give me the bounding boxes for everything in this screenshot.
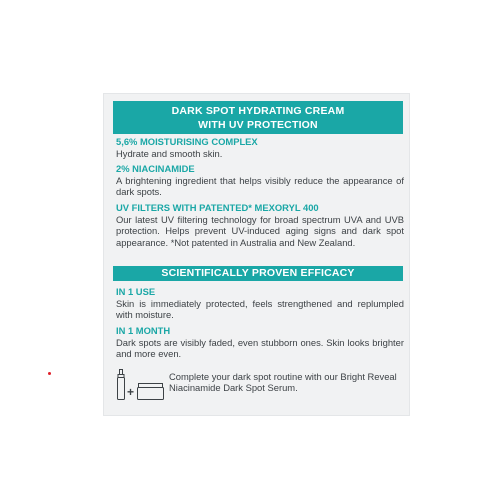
ingredient-heading: 5,6% MOISTURISING COMPLEX [116, 136, 258, 147]
ingredient-text: A brightening ingredient that helps visibly reduce the appearance of dark spots. [116, 175, 404, 198]
red-dot-mark [48, 372, 51, 375]
efficacy-banner: SCIENTIFICALLY PROVEN EFFICACY [113, 266, 403, 281]
efficacy-text: Dark spots are visibly faded, even stubborn ones. Skin looks brighter and more even. [116, 337, 404, 360]
product-title-line1: DARK SPOT HYDRATING CREAM [171, 105, 345, 117]
efficacy-text: Skin is immediately protected, feels strengthened and replumpled with moisture. [116, 298, 404, 321]
product-title-line2: WITH UV PROTECTION [198, 119, 318, 131]
efficacy-1-use [116, 286, 404, 321]
routine-text: Complete your dark spot routine with our Bright Reveal Niacinamide Dark Spot Serum. [169, 371, 397, 394]
ingredient-heading: UV FILTERS WITH PATENTED* MEXORYL 400 [116, 202, 319, 213]
ingredient-heading: 2% NIACINAMIDE [116, 163, 195, 174]
efficacy-heading: IN 1 MONTH [116, 325, 171, 336]
serum-cream-icon [117, 368, 165, 402]
ingredient-text: Hydrate and smooth skin. [116, 148, 223, 159]
ingredient-moisturising [116, 136, 404, 159]
product-title-banner [113, 101, 403, 134]
serum-bottle-icon [117, 368, 165, 402]
ingredient-text: Our latest UV filtering technology for broad spectrum UVA and UVB protection. Helps prevent UV-induced aging signs and dark spot appearance. *Not patented in Australia and New Zealand. [116, 214, 404, 248]
efficacy-1-month [116, 325, 404, 360]
ingredient-uv-filters [116, 202, 404, 248]
ingredient-niacinamide [116, 163, 404, 198]
plus-sign: + [127, 385, 135, 399]
efficacy-heading: IN 1 USE [116, 286, 156, 297]
